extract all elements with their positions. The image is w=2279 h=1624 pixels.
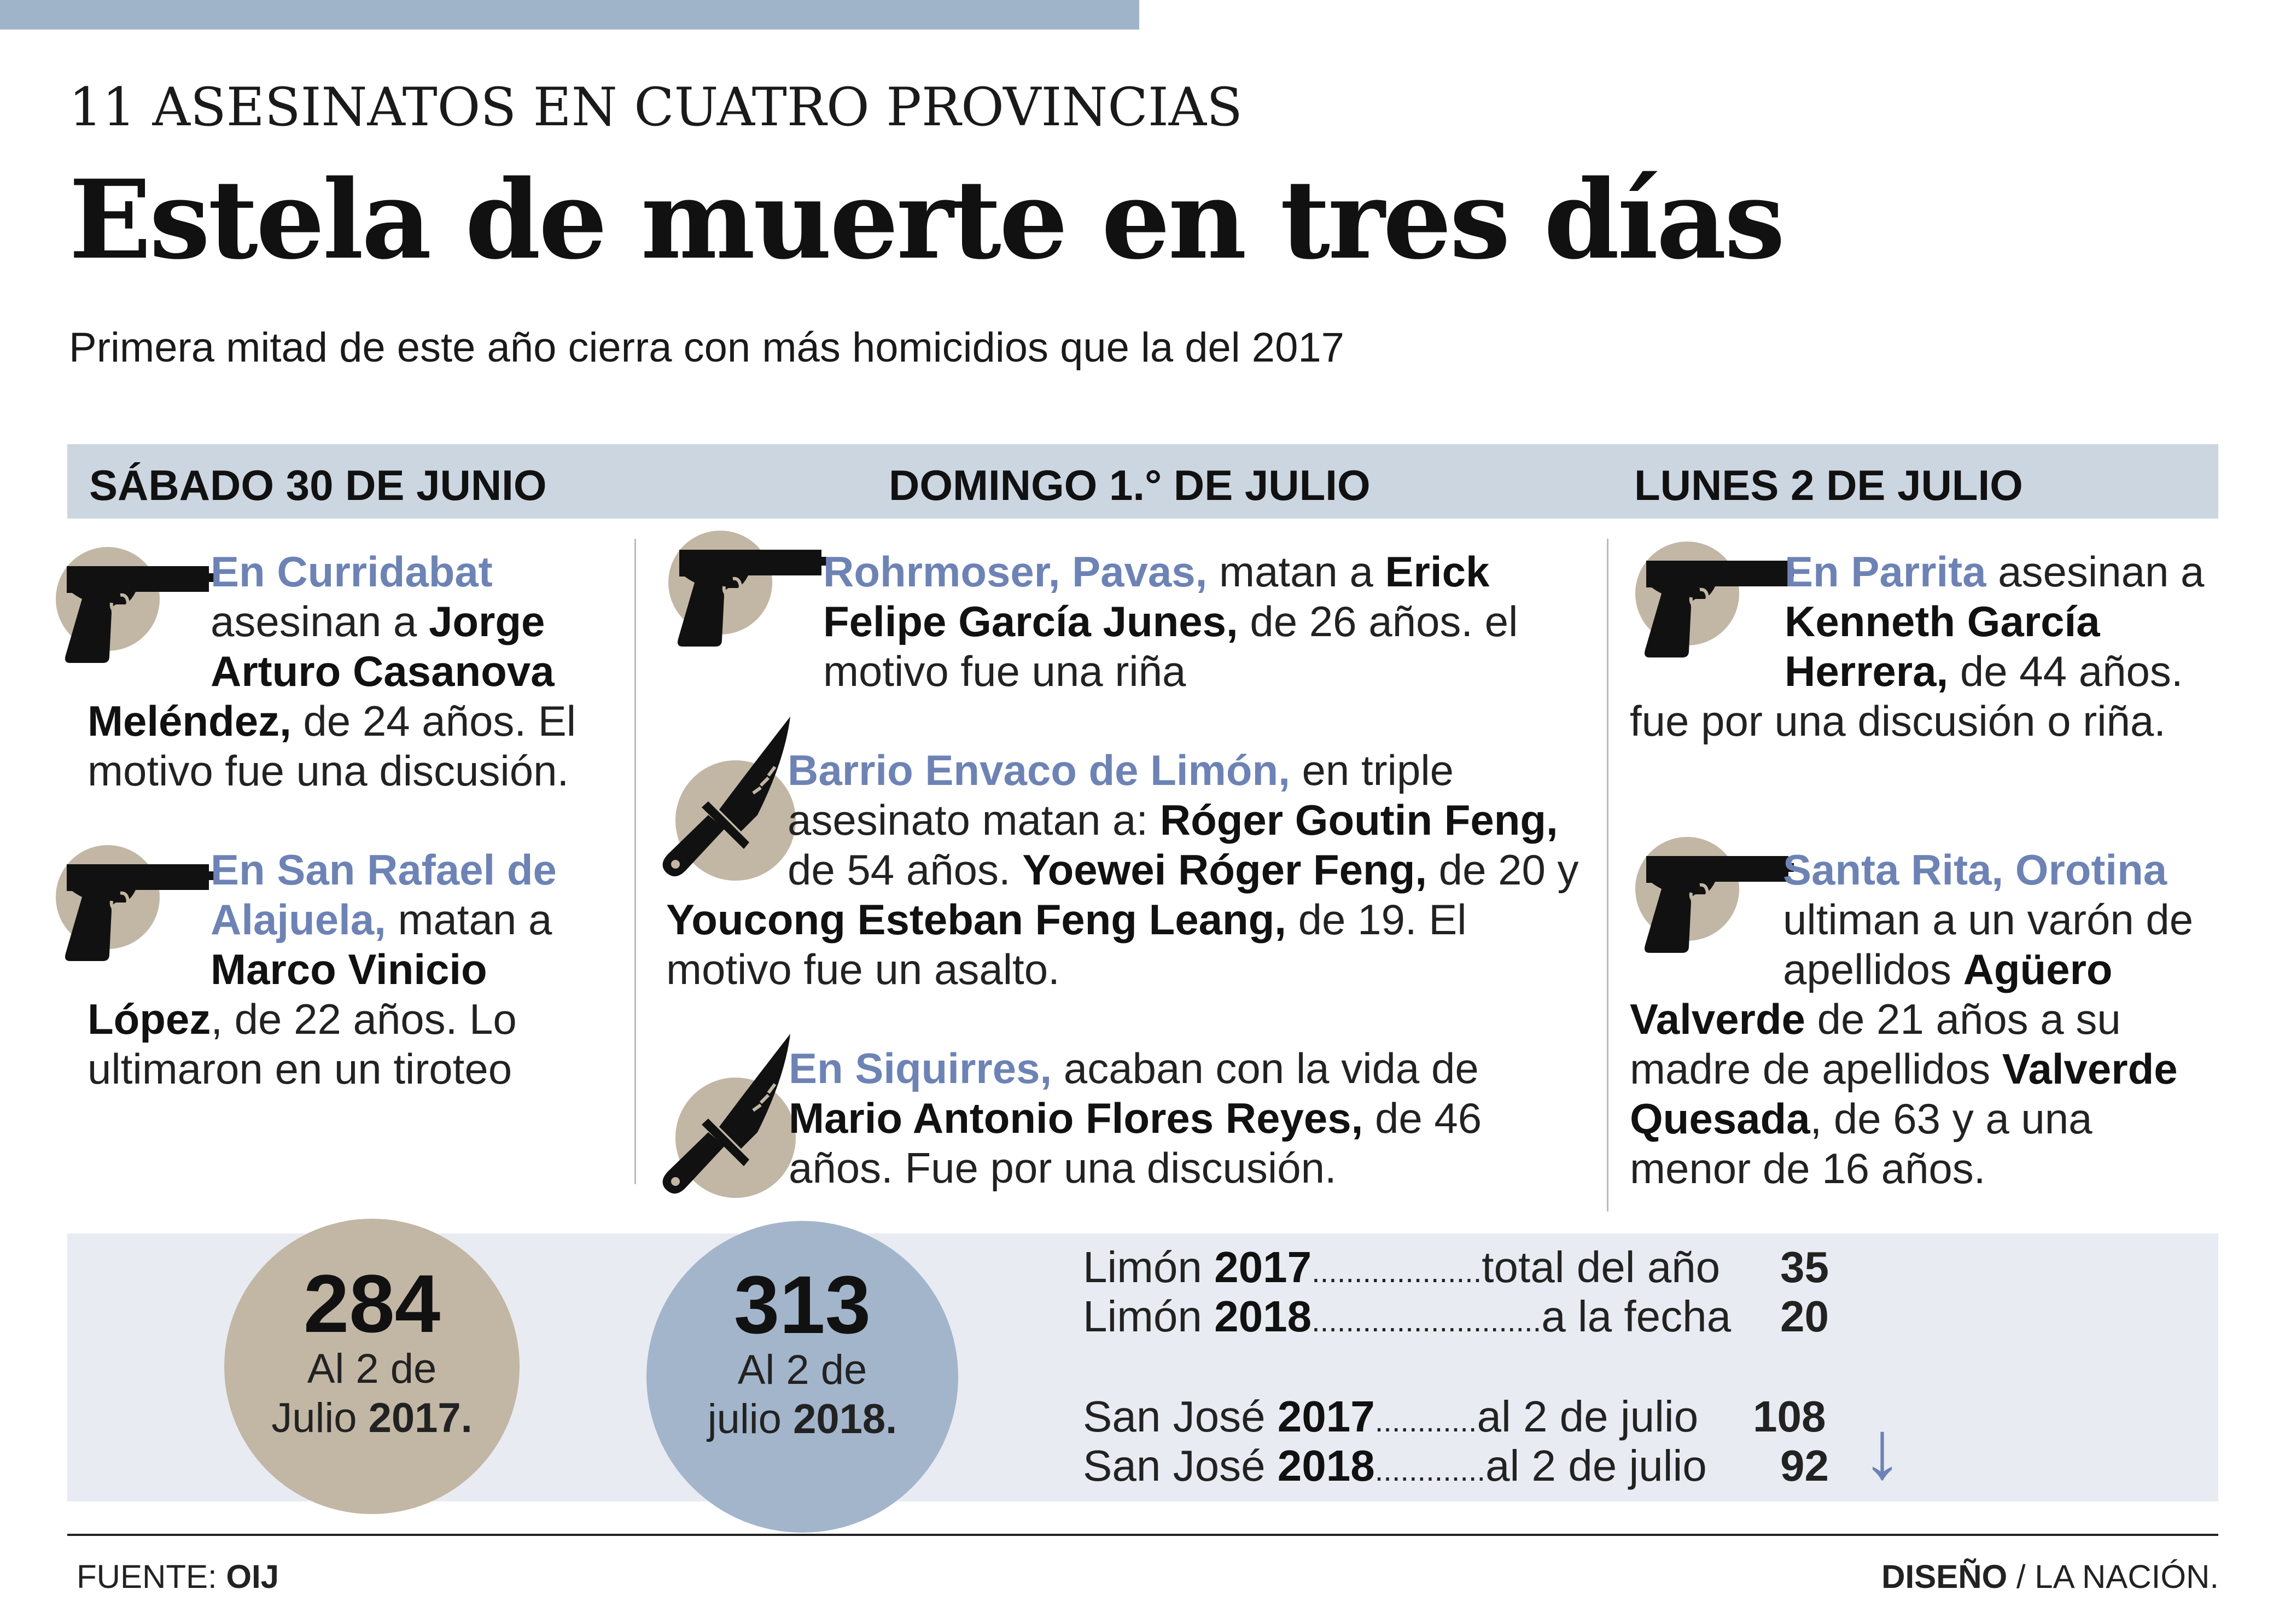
victim-name: Youcong Esteban Feng Leang, <box>666 895 1286 944</box>
victim-name: Agüero Valverde <box>1630 945 2113 1043</box>
footer-rule <box>67 1534 2218 1536</box>
down-arrow-icon: ↓ <box>1862 1404 1903 1495</box>
total-2017-label: Al 2 de Julio 2017. <box>271 1346 473 1441</box>
event-siquirres: En Siquirres, acaban con la vida de Mario Antonio Flores Reyes, de 46 años. Fue por una discusión. <box>789 1044 1482 1192</box>
stat-value: 20 <box>1780 1292 1829 1341</box>
stat-value: 108 <box>1753 1392 1826 1441</box>
column-divider <box>1607 539 1608 1212</box>
total-2018-label: Al 2 de julio 2018. <box>707 1347 897 1442</box>
event-place: Santa Rita, Orotina <box>1783 846 2167 894</box>
victim-name: Róger Goutin Feng, <box>1159 796 1558 844</box>
pistol-icon <box>668 531 832 651</box>
column-divider <box>634 539 636 1184</box>
total-2018-circle <box>646 1221 958 1533</box>
top-accent-bar <box>0 0 1139 30</box>
victim-name: Kenneth García Herrera, <box>1785 597 2100 695</box>
total-2017-circle <box>224 1219 520 1514</box>
event-san-rafael: En San Rafael de Alajuela, matan a Marco Vinicio López, de 22 años. Lo ultimaron en un tiroteo <box>88 846 557 1093</box>
total-2018-value: 313 <box>733 1259 871 1351</box>
stat-limon-2017: Limón 2017....................total del año <box>1083 1243 1721 1291</box>
page-title: Estela de muerte en tres días <box>69 156 1783 283</box>
credit: DISEÑO / LA NACIÓN. <box>1881 1558 2219 1595</box>
day-header-band <box>67 444 2218 519</box>
subtitle: Primera mitad de este año cierra con más homicidios que la del 2017 <box>69 324 1344 371</box>
event-limon: Barrio Envaco de Limón, en triple asesinato matan a: Róger Goutin Feng, de 54 años. Yoewei Róger Feng, de 20 y Youcong Esteban Feng Leang, de 19. El motivo fue un asalto. <box>666 746 1579 993</box>
total-2017-value: 284 <box>303 1258 441 1349</box>
event-place: En San Rafael de Alajuela, <box>211 846 557 944</box>
stat-sanjose-2017: San José 2017............al 2 de julio <box>1083 1392 1699 1441</box>
stat-value: 35 <box>1780 1243 1829 1291</box>
source: FUENTE: OIJ <box>77 1558 279 1595</box>
day-monday: LUNES 2 DE JULIO <box>1634 461 2023 509</box>
victim-name: Erick Felipe García Junes, <box>823 548 1490 645</box>
event-place: Barrio Envaco de Limón, <box>788 746 1290 794</box>
stat-sanjose-2018: San José 2018.............al 2 de julio <box>1083 1441 1707 1490</box>
kicker: 11 ASESINATOS EN CUATRO PROVINCIAS <box>69 77 1243 138</box>
victim-name: Valverde Quesada <box>1630 1045 2178 1143</box>
victim-name: Marco Vinicio López <box>88 945 487 1043</box>
victim-name: Jorge Arturo Casanova Meléndez, <box>88 597 555 745</box>
event-orotina: Santa Rita, Orotina ultiman a un varón de apellidos Agüero Valverde de 21 años a su madre de apellidos Valverde Quesada, de 63 y a una menor de 16 años. <box>1630 846 2194 1192</box>
event-place: Rohrmoser, Pavas, <box>823 548 1208 596</box>
victim-name: Yoewei Róger Feng, <box>1022 846 1427 894</box>
event-place: En Curridabat <box>211 548 493 596</box>
stat-value: 92 <box>1780 1441 1829 1490</box>
event-place: En Parrita <box>1785 548 1986 596</box>
event-pavas: Rohrmoser, Pavas, matan a Erick Felipe García Junes, de 26 años. el motivo fue una riña <box>823 548 1518 695</box>
stat-limon-2018: Limón 2018...........................a la fecha <box>1083 1292 1732 1341</box>
day-saturday: SÁBADO 30 DE JUNIO <box>89 461 547 509</box>
event-parrita: En Parrita asesinan a Kenneth García Herrera, de 44 años. fue por una discusión o riña. <box>1630 548 2205 745</box>
day-sunday: DOMINGO 1.° DE JULIO <box>889 461 1371 509</box>
event-curridabat: En Curridabat asesinan a Jorge Arturo Casanova Meléndez, de 24 años. El motivo fue una discusión. <box>88 548 576 795</box>
event-place: En Siquirres, <box>789 1044 1052 1092</box>
victim-name: Mario Antonio Flores Reyes, <box>789 1094 1363 1142</box>
